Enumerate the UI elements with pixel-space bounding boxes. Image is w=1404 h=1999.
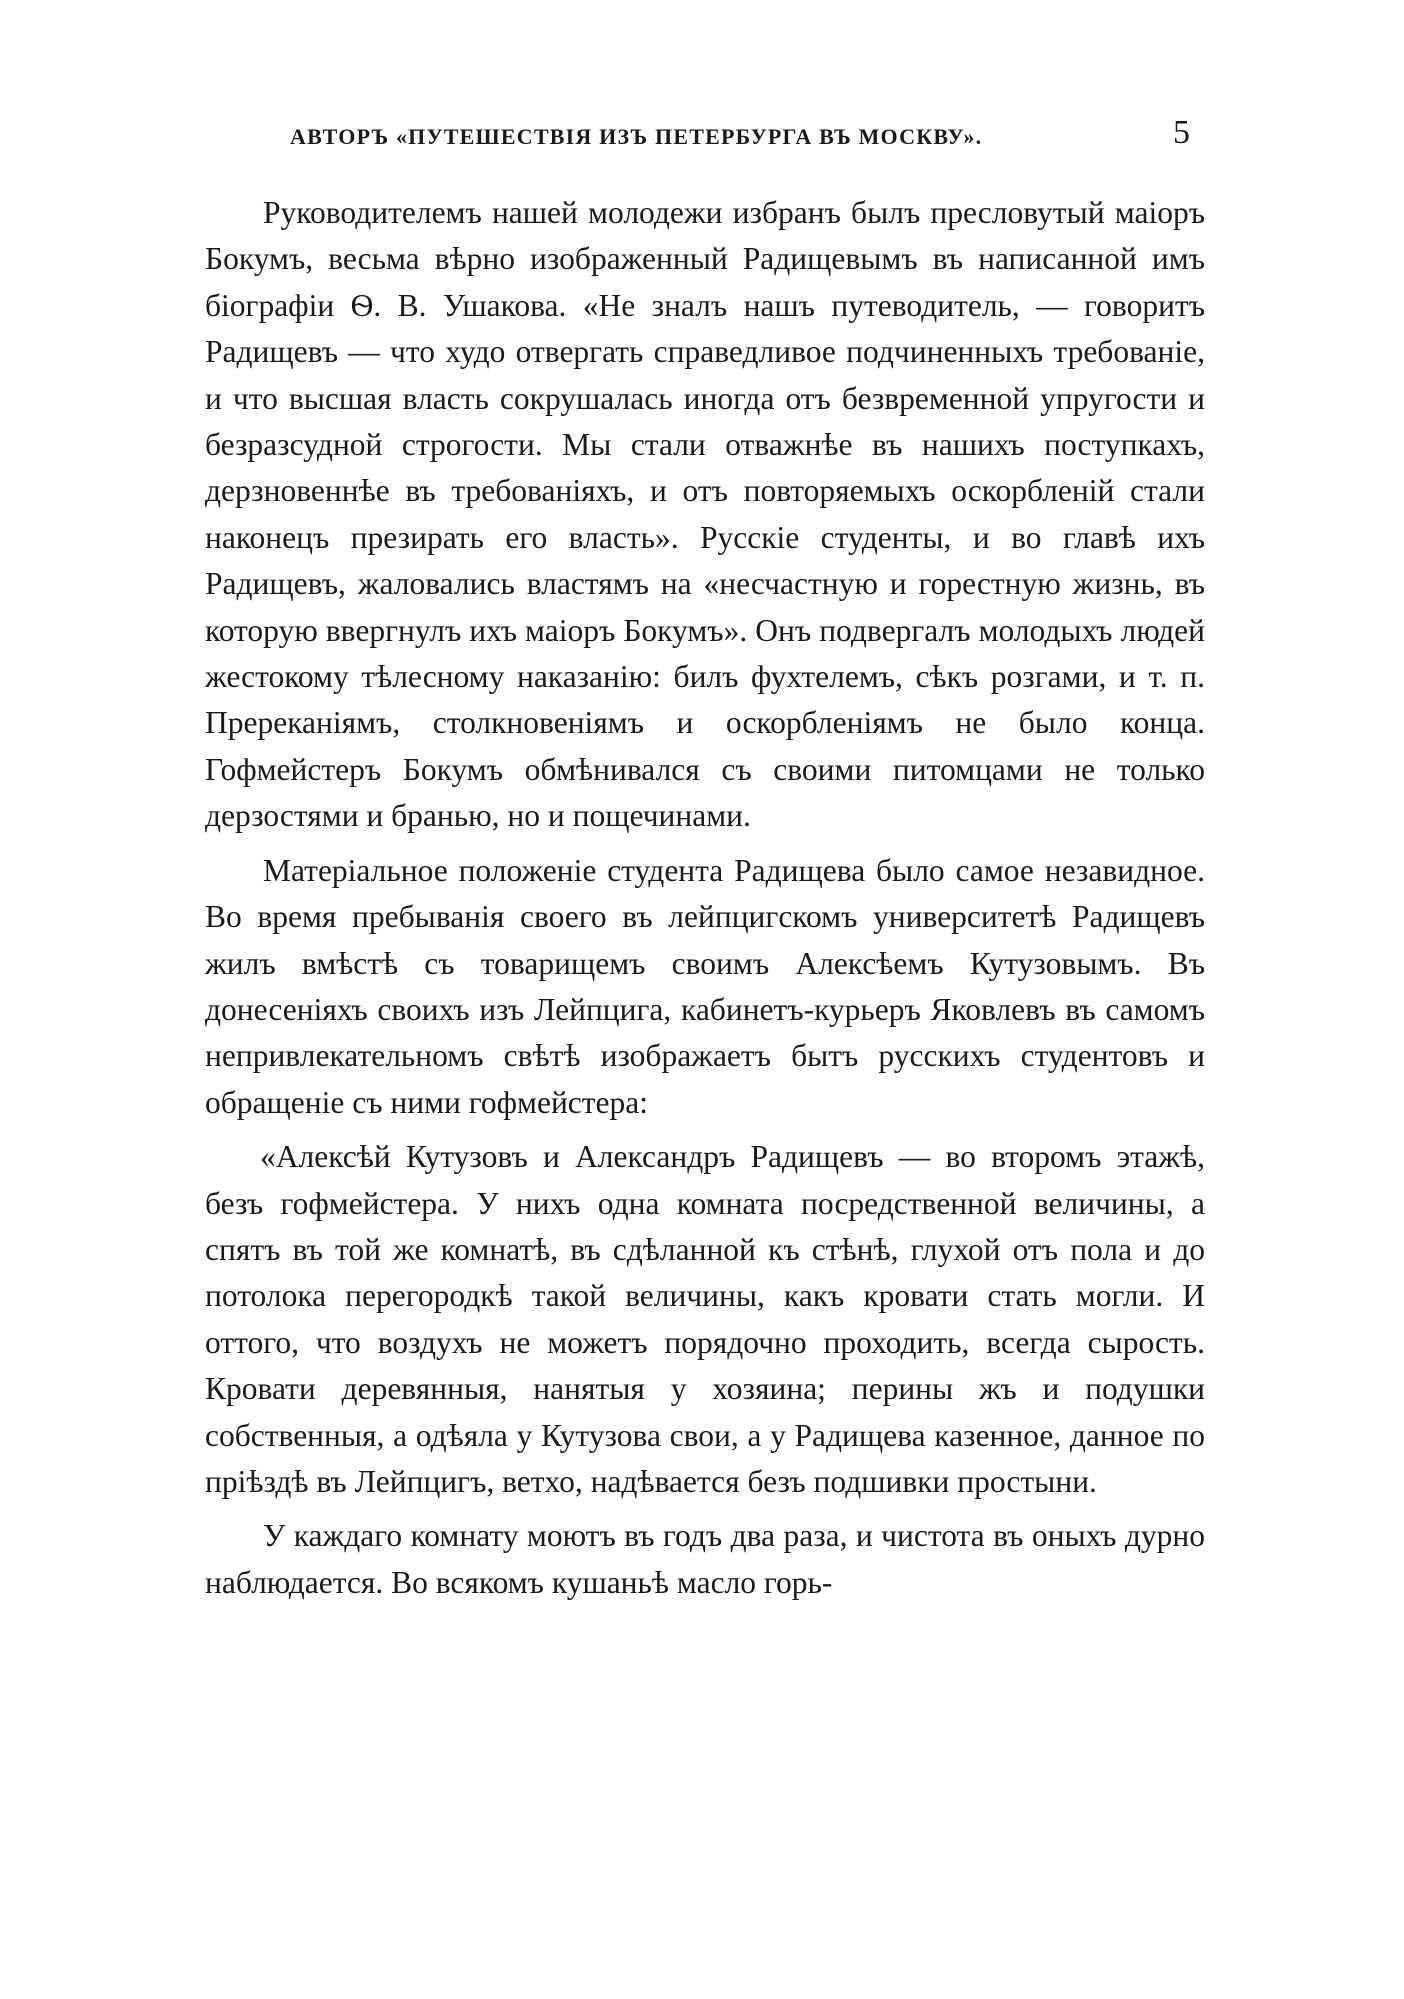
page-number: 5 [1173, 114, 1190, 151]
running-title: АВТОРЪ «ПУТЕШЕСТВІЯ ИЗЪ ПЕТЕРБУРГА ВЪ МОСКВУ». [290, 124, 983, 149]
running-head [290, 114, 1190, 158]
paragraph-material-condition: Матеріальное положеніе студента Радищева было самое незавидное. Во время пребыванія своего въ лейпцигскомъ университетѣ Радищевъ жилъ вмѣстѣ съ товарищемъ своимъ Алексѣемъ Кутузовымъ. Въ донесеніяхъ своихъ изъ Лейпцига, кабинетъ-курьеръ Яковлевъ въ самомъ непривлекательномъ свѣтѣ изображаетъ бытъ русскихъ студентовъ и обращеніе съ ними гофмейстера: [205, 852, 1205, 1120]
paragraph-room-cleaning: У каждаго комнату моютъ въ годъ два раза, и чистота въ оныхъ дурно наблюдается. Во всякомъ кушаньѣ масло горь- [205, 1518, 1205, 1600]
body-text [205, 190, 1205, 1606]
paragraph-bokum: Руководителемъ нашей молодежи избранъ былъ пресловутый маіоръ Бокумъ, весьма вѣрно изображенный Радищевымъ въ написанной имъ біографіи Ѳ. В. Ушакова. «Не зналъ нашъ путеводитель, — говоритъ Радищевъ — что худо отвергать справедливое подчиненныхъ требованіе, и что высшая власть сокрушалась иногда отъ безвременной упругости и безразсудной строгости. Мы стали отважнѣе въ нашихъ поступкахъ, дерзновеннѣе въ требованіяхъ, и отъ повторяемыхъ оскорбленій стали наконецъ презирать его власть». Русскіе студенты, и во главѣ ихъ Радищевъ, жаловались властямъ на «несчастную и горестную жизнь, въ которую ввергнулъ ихъ маіоръ Бокумъ». Онъ подвергалъ молодыхъ людей жестокому тѣлесному наказанію: билъ фухтелемъ, сѣкъ розгами, и т. п. Пререканіямъ, столкновеніямъ и оскорбленіямъ не было конца. Гофмейстеръ Бокумъ обмѣнивался съ своими питомцами не только дерзостями и бранью, но и пощечинами. [205, 195, 1205, 834]
quote-yakovlev-report: «Алексѣй Кутузовъ и Александръ Радищевъ — во второмъ этажѣ, безъ гофмейстера. У нихъ одна комната посредственной величины, а спятъ въ той же комнатѣ, въ сдѣланной къ стѣнѣ, глухой отъ пола и до потолока перегородкѣ такой величины, какъ кровати стать могли. И оттого, что воздухъ не можетъ порядочно проходить, всегда сырость. Кровати деревянныя, нанятыя у хозяина; перины жъ и подушки собственныя, а одѣяла у Кутузова свои, а у Радищева казенное, данное по пріѣздѣ въ Лейпцигъ, ветхо, надѣвается безъ подшивки простыни. [205, 1139, 1205, 1499]
